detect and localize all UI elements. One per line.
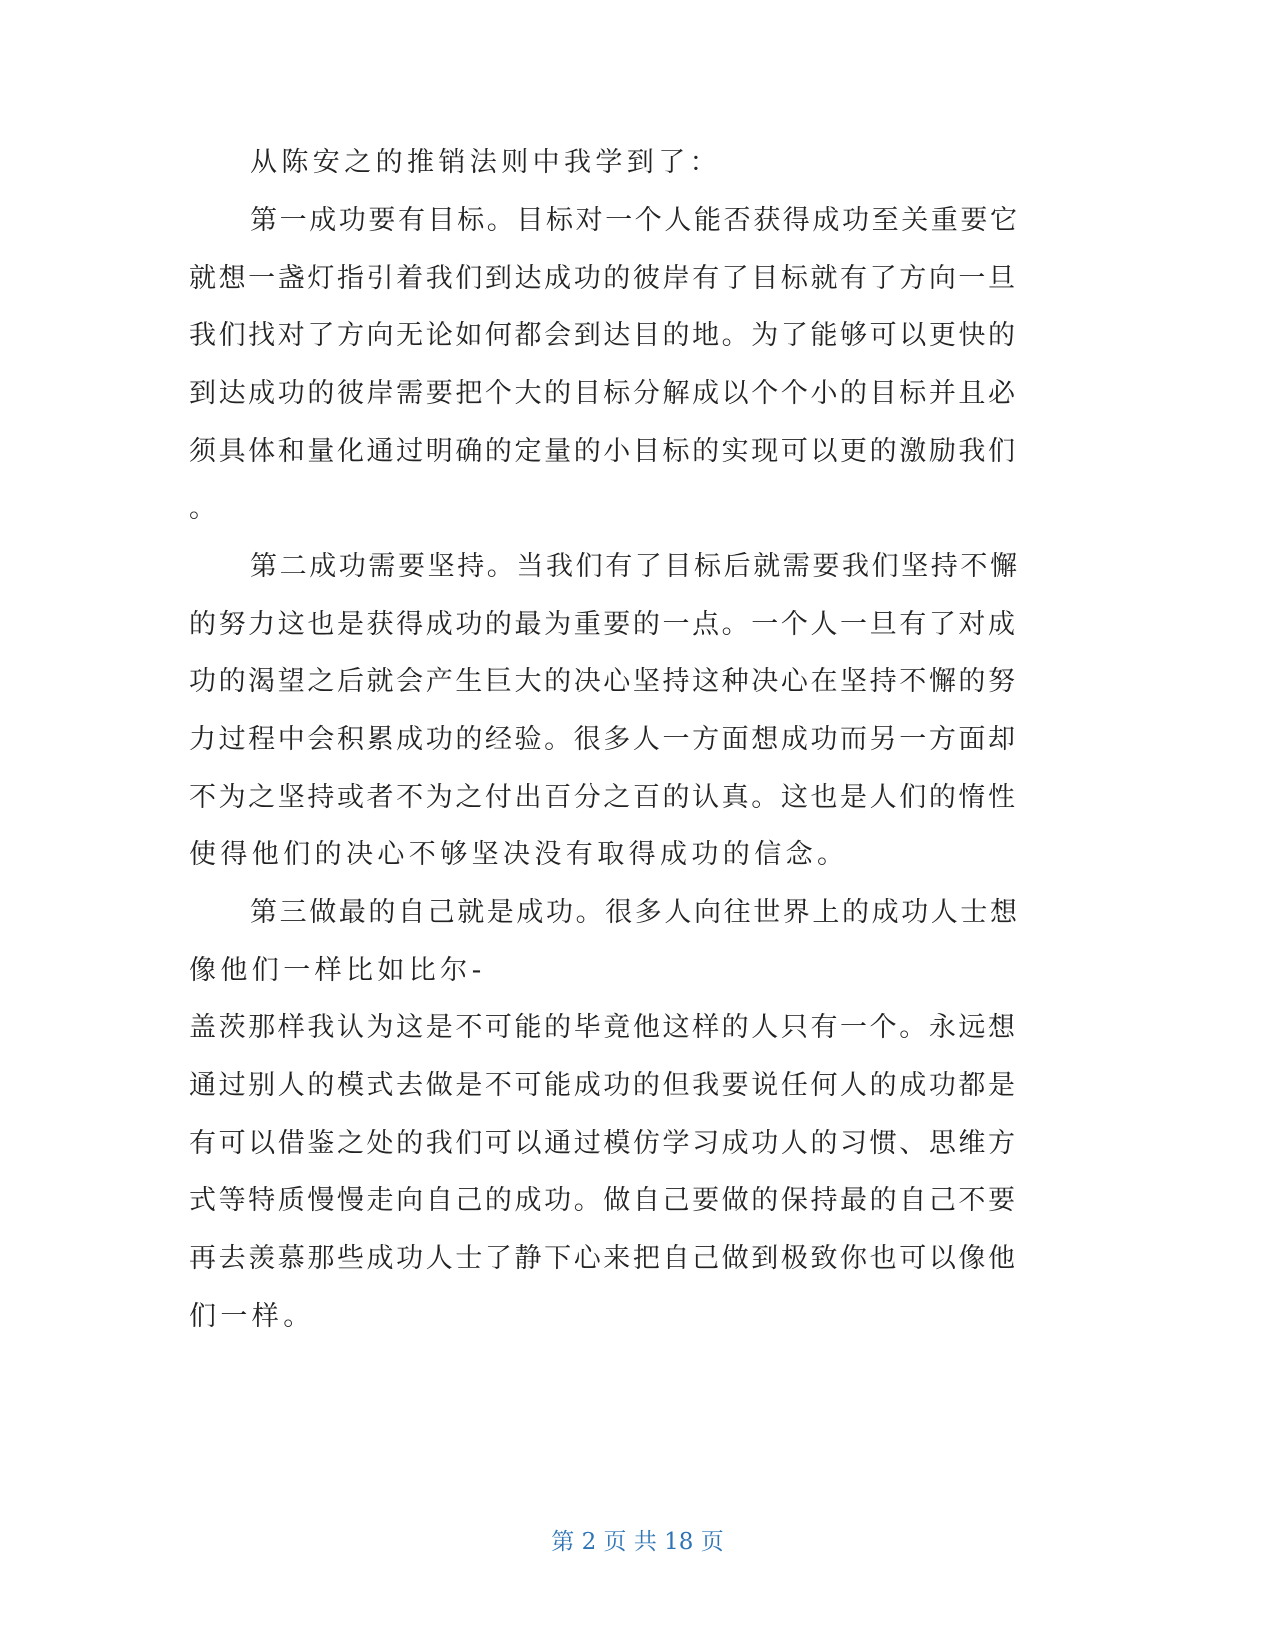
text-line: 第一成功要有目标。目标对一个人能否获得成功至关重要它: [250, 205, 1017, 236]
text-line: 第二成功需要坚持。当我们有了目标后就需要我们坚持不懈: [250, 551, 1017, 582]
text-line: 们一样。: [189, 1301, 315, 1332]
text-line: 功的渴望之后就会产生巨大的决心坚持这种决心在坚持不懈的努: [189, 666, 1015, 697]
text-line: 盖茨那样我认为这是不可能的毕竟他这样的人只有一个。永远想: [189, 1012, 1015, 1043]
text-line: 再去羡慕那些成功人士了静下心来把自己做到极致你也可以像他: [189, 1243, 1015, 1274]
text-line: 须具体和量化通过明确的定量的小目标的实现可以更的激励我们: [189, 436, 1015, 467]
text-line: 我们找对了方向无论如何都会到达目的地。为了能够可以更快的: [189, 320, 1015, 351]
text-line: 有可以借鉴之处的我们可以通过模仿学习成功人的习惯、思维方: [189, 1128, 1015, 1159]
text-line: 通过别人的模式去做是不可能成功的但我要说任何人的成功都是: [189, 1070, 1015, 1101]
page-number-footer: 第 2 页 共 18 页: [551, 1529, 724, 1555]
text-line: 就想一盏灯指引着我们到达成功的彼岸有了目标就有了方向一旦: [189, 263, 1015, 294]
text-line: 力过程中会积累成功的经验。很多人一方面想成功而另一方面却: [189, 724, 1015, 755]
text-line: 的努力这也是获得成功的最为重要的一点。一个人一旦有了对成: [189, 609, 1015, 640]
text-line: 不为之坚持或者不为之付出百分之百的认真。这也是人们的惰性: [189, 782, 1015, 813]
text-line: 从陈安之的推销法则中我学到了：: [250, 147, 721, 178]
text-line: 使得他们的决心不够坚决没有取得成功的信念。: [189, 839, 849, 870]
text-line: 像他们一样比如比尔-: [189, 955, 486, 986]
text-line: 。: [189, 493, 221, 524]
text-line: 式等特质慢慢走向自己的成功。做自己要做的保持最的自己不要: [189, 1185, 1015, 1216]
text-line: 第三做最的自己就是成功。很多人向往世界上的成功人士想: [250, 897, 1017, 928]
text-line: 到达成功的彼岸需要把个大的目标分解成以个个小的目标并且必: [189, 378, 1015, 409]
